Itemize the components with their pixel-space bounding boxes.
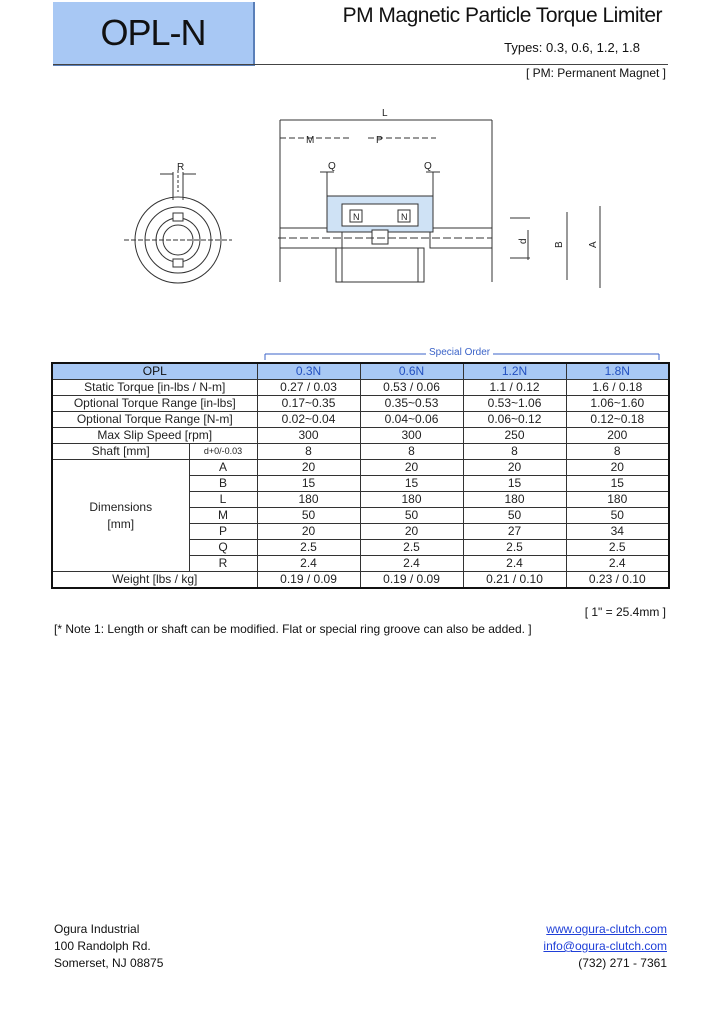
cell: 8 <box>566 444 669 460</box>
dim-key: M <box>189 508 257 524</box>
cell: 200 <box>566 428 669 444</box>
header-1-2n: 1.2N <box>463 363 566 380</box>
label-R: R <box>177 162 185 173</box>
cell: 1.06~1.60 <box>566 396 669 412</box>
cell: 0.21 / 0.10 <box>463 572 566 589</box>
cell: 2.5 <box>566 540 669 556</box>
cell: 2.5 <box>360 540 463 556</box>
cell: 0.12~0.18 <box>566 412 669 428</box>
specifications-table <box>51 362 670 589</box>
row-label: Optional Torque Range [in-lbs] <box>52 396 257 412</box>
cell: 2.4 <box>257 556 360 572</box>
row-label: Optional Torque Range [N-m] <box>52 412 257 428</box>
cell: 2.4 <box>463 556 566 572</box>
cell: 1.6 / 0.18 <box>566 380 669 396</box>
cell: 50 <box>257 508 360 524</box>
page-title: PM Magnetic Particle Torque Limiter <box>342 4 662 27</box>
cell: 0.19 / 0.09 <box>257 572 360 589</box>
cell: 180 <box>463 492 566 508</box>
shaft-tolerance: d+0/-0.03 <box>189 444 257 460</box>
dim-key: B <box>189 476 257 492</box>
cell: 300 <box>360 428 463 444</box>
cell: 0.53 / 0.06 <box>360 380 463 396</box>
cell: 0.53~1.06 <box>463 396 566 412</box>
model-name: OPL-N <box>100 12 206 53</box>
dim-key: R <box>189 556 257 572</box>
cell: 0.04~0.06 <box>360 412 463 428</box>
company-name: Ogura Industrial <box>54 922 140 936</box>
row-label: Weight [lbs / kg] <box>52 572 257 589</box>
cell: 15 <box>360 476 463 492</box>
label-N-left: N <box>353 212 360 222</box>
cell: 0.35~0.53 <box>360 396 463 412</box>
address-line2: Somerset, NJ 08875 <box>54 956 164 970</box>
header-0-3n: 0.3N <box>257 363 360 380</box>
header-1-8n: 1.8N <box>566 363 669 380</box>
label-L: L <box>382 108 388 119</box>
side-view <box>278 120 600 288</box>
dimensions-label <box>52 460 189 572</box>
cell: 0.17~0.35 <box>257 396 360 412</box>
cell: 2.5 <box>463 540 566 556</box>
row-label: Shaft [mm] <box>52 444 189 460</box>
cell: 50 <box>566 508 669 524</box>
website-link[interactable]: www.ogura-clutch.com <box>546 922 667 936</box>
cell: 180 <box>360 492 463 508</box>
cell: 20 <box>360 460 463 476</box>
table-header-row <box>52 363 669 380</box>
cell: 8 <box>463 444 566 460</box>
dim-key: Q <box>189 540 257 556</box>
cell: 20 <box>257 460 360 476</box>
cell: 20 <box>257 524 360 540</box>
label-B: B <box>554 241 565 248</box>
header-opl: OPL <box>52 363 257 380</box>
cell: 0.23 / 0.10 <box>566 572 669 589</box>
row-label: Max Slip Speed [rpm] <box>52 428 257 444</box>
label-N-right: N <box>401 212 408 222</box>
header-divider <box>53 64 668 65</box>
cell: 27 <box>463 524 566 540</box>
dim-key: A <box>189 460 257 476</box>
cell: 1.1 / 0.12 <box>463 380 566 396</box>
types-line: Types: 0.3, 0.6, 1.2, 1.8 <box>504 40 640 55</box>
cell: 0.02~0.04 <box>257 412 360 428</box>
model-title-box <box>53 2 255 66</box>
table-row <box>52 412 669 428</box>
label-M: M <box>306 135 315 146</box>
cell: 20 <box>566 460 669 476</box>
pm-note: [ PM: Permanent Magnet ] <box>525 66 666 80</box>
cell: 2.4 <box>566 556 669 572</box>
table-row <box>52 396 669 412</box>
cell: 180 <box>257 492 360 508</box>
special-order-label: Special Order <box>426 347 493 358</box>
cell: 2.4 <box>360 556 463 572</box>
cell: 8 <box>257 444 360 460</box>
footer-address <box>54 921 163 972</box>
unit-conversion-note: [ 1" = 25.4mm ] <box>584 605 666 619</box>
dim-key: L <box>189 492 257 508</box>
header-0-6n: 0.6N <box>360 363 463 380</box>
cell: 2.5 <box>257 540 360 556</box>
technical-drawing <box>120 100 620 300</box>
table-row-weight <box>52 572 669 589</box>
label-Q-right: Q <box>424 161 432 172</box>
cell: 0.19 / 0.09 <box>360 572 463 589</box>
table-row-dim-a <box>52 460 669 476</box>
cell: 250 <box>463 428 566 444</box>
footer-contact <box>440 921 667 972</box>
cell: 8 <box>360 444 463 460</box>
cell: 0.27 / 0.03 <box>257 380 360 396</box>
cell: 20 <box>463 460 566 476</box>
dimensions-label-line2: [mm] <box>107 516 135 531</box>
cell: 15 <box>257 476 360 492</box>
table-row <box>52 428 669 444</box>
special-order-bracket <box>262 345 662 361</box>
label-d: d <box>518 238 529 244</box>
row-label: Static Torque [in-lbs / N-m] <box>52 380 257 396</box>
cell: 34 <box>566 524 669 540</box>
phone-number: (732) 271 - 7361 <box>578 956 667 970</box>
cell: 180 <box>566 492 669 508</box>
cell: 15 <box>566 476 669 492</box>
address-line1: 100 Randolph Rd. <box>54 939 151 953</box>
email-link[interactable]: info@ogura-clutch.com <box>543 939 667 953</box>
label-P: P <box>376 135 383 146</box>
cell: 20 <box>360 524 463 540</box>
label-Q-left: Q <box>328 161 336 172</box>
cell: 300 <box>257 428 360 444</box>
note-1: [* Note 1: Length or shaft can be modified. Flat or special ring groove can also be added. ] <box>54 622 532 636</box>
table-row <box>52 380 669 396</box>
cell: 50 <box>463 508 566 524</box>
end-view <box>124 170 232 283</box>
cell: 0.06~0.12 <box>463 412 566 428</box>
cell: 15 <box>463 476 566 492</box>
dim-key: P <box>189 524 257 540</box>
dimensions-label-line1: Dimensions <box>89 499 153 514</box>
table-row-shaft <box>52 444 669 460</box>
cell: 50 <box>360 508 463 524</box>
label-A: A <box>588 241 599 248</box>
